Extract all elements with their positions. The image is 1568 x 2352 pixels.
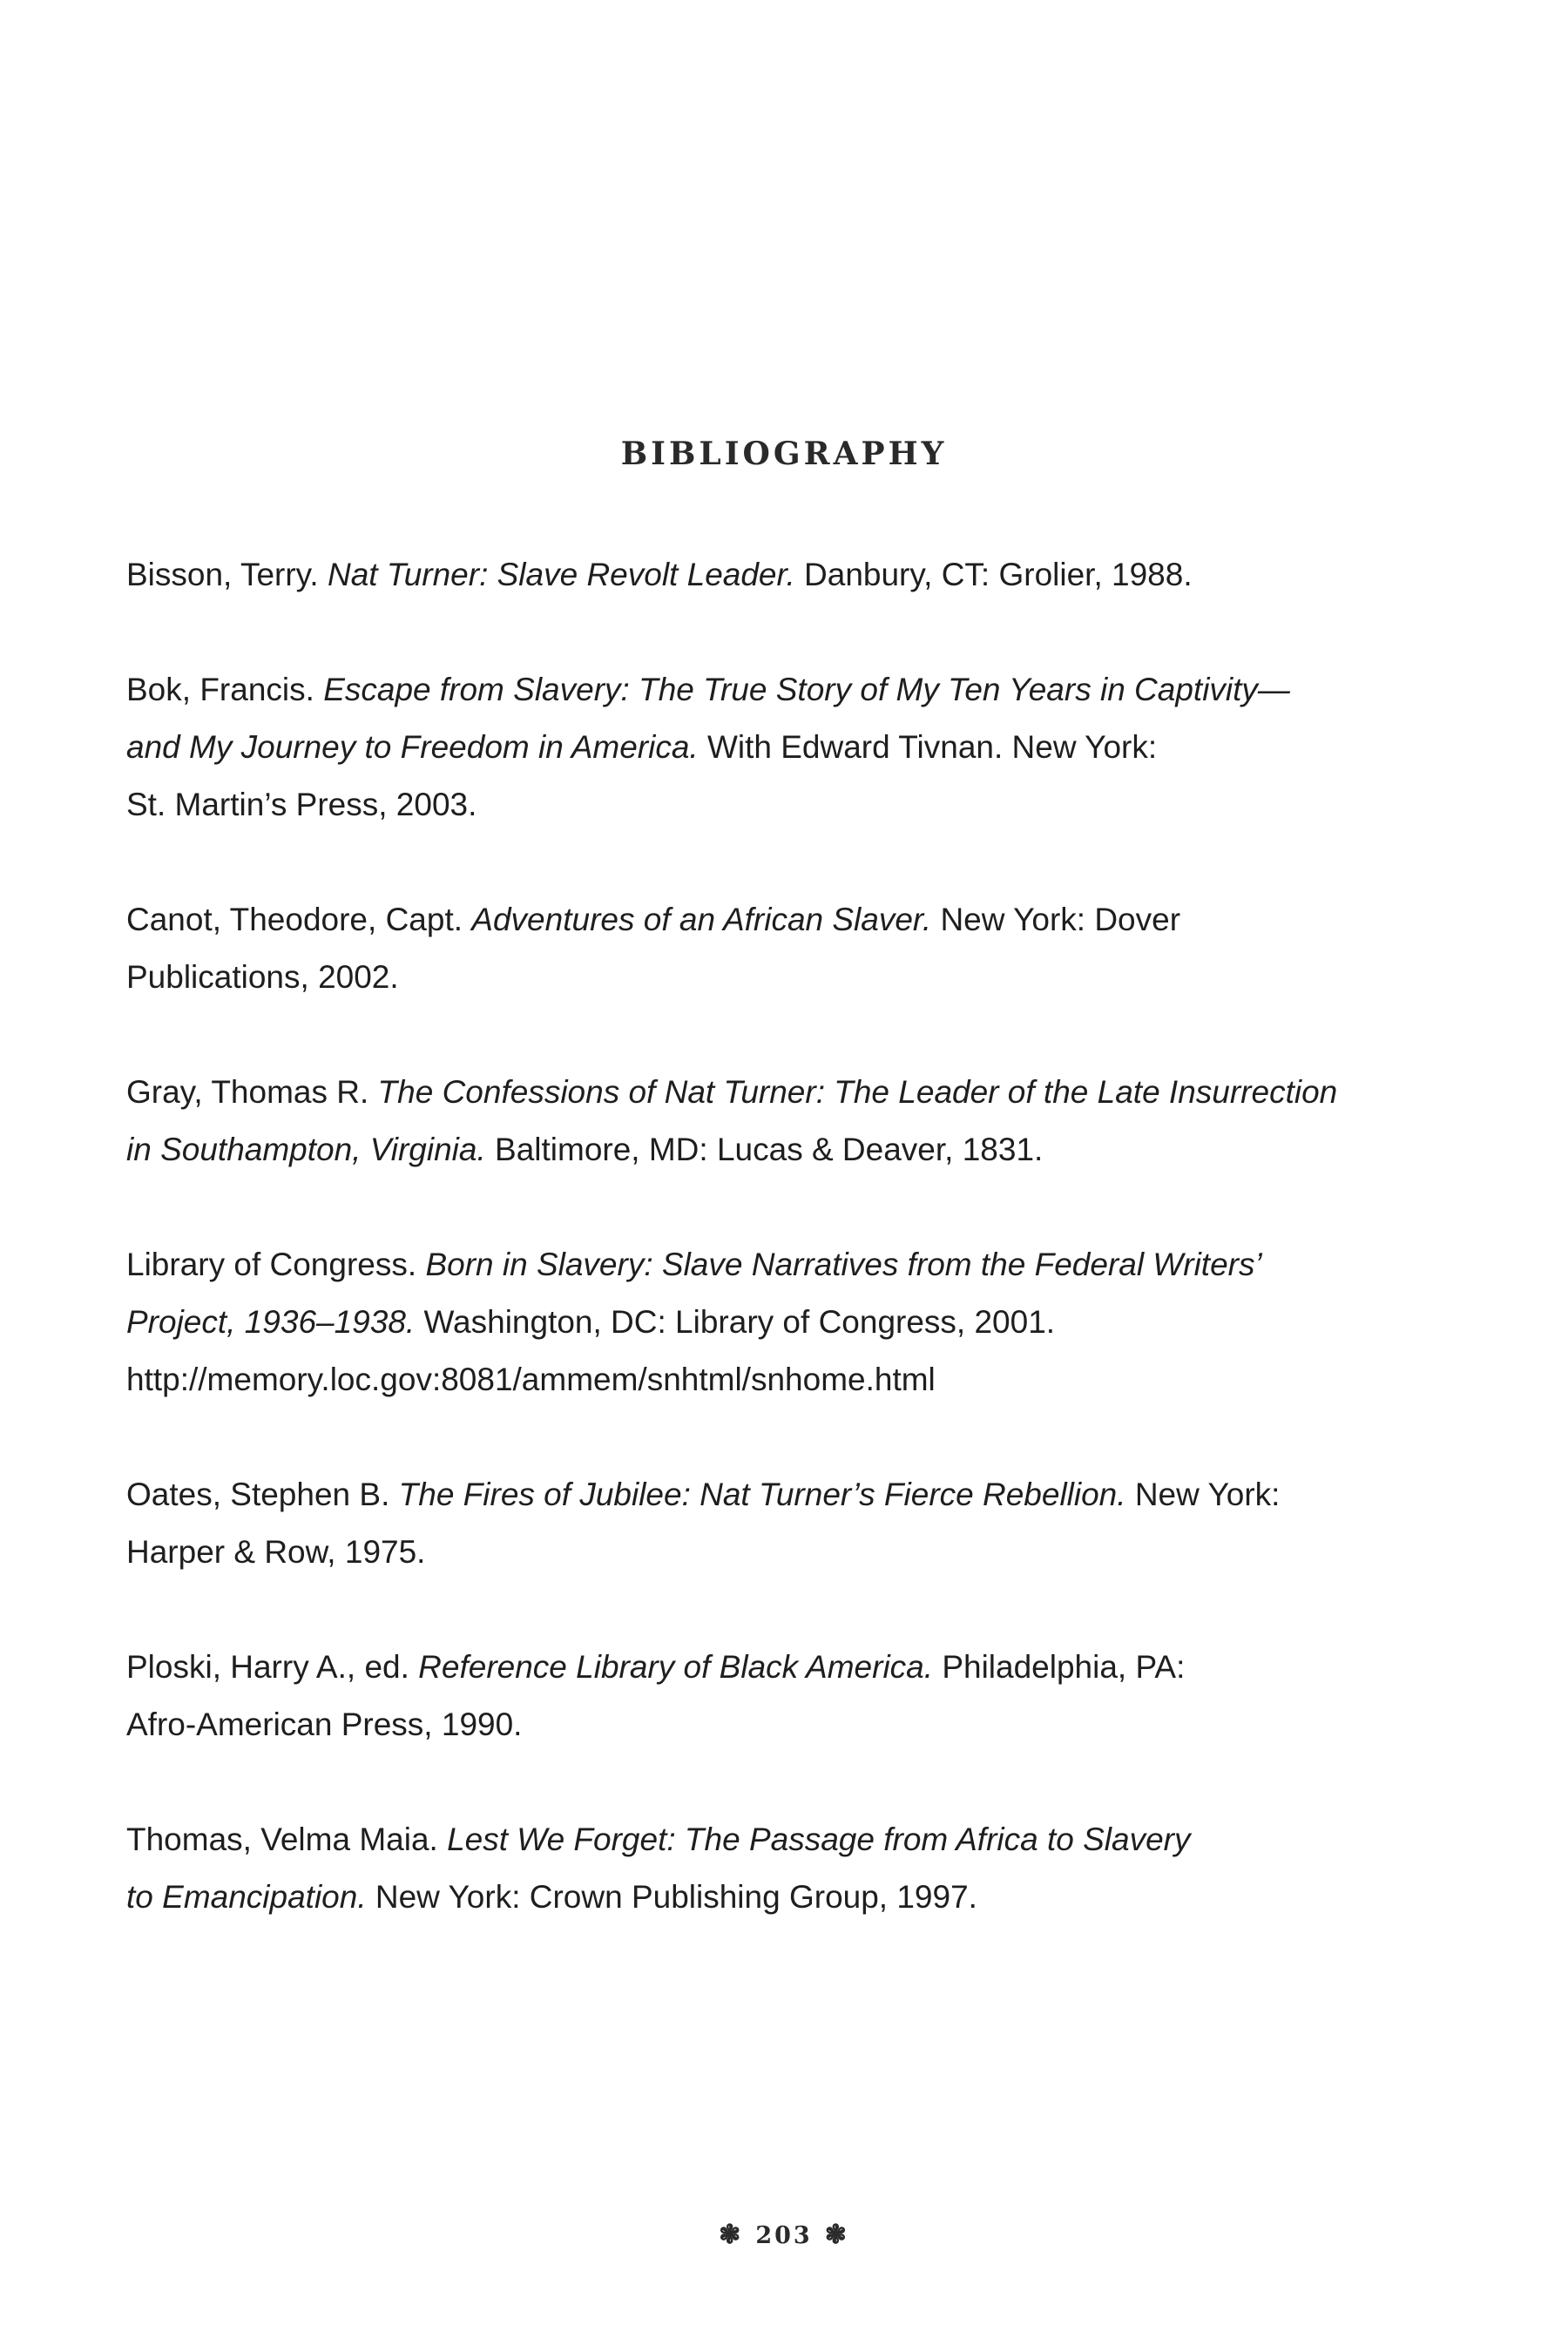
entry-text: Bisson, Terry. xyxy=(126,557,328,592)
bibliography-entry xyxy=(126,1466,1450,1581)
entry-line xyxy=(126,1351,1450,1409)
entry-text: Canot, Theodore, Capt. xyxy=(126,902,472,937)
entry-title-text: Nat Turner: Slave Revolt Leader. xyxy=(327,557,795,592)
page-heading: BIBLIOGRAPHY xyxy=(620,436,948,472)
entry-title-text: Adventures of an African Slaver. xyxy=(471,902,932,937)
bibliography-entry xyxy=(126,1639,1450,1754)
entry-title-text: The Confessions of Nat Turner: The Leader of the Late Insurrection xyxy=(377,1074,1338,1110)
bibliography-entry xyxy=(126,1236,1450,1409)
entry-line xyxy=(126,949,1450,1006)
entry-text: Washington, DC: Library of Congress, 2001. xyxy=(415,1304,1056,1340)
entry-line xyxy=(126,1294,1450,1351)
entry-title-text: and My Journey to Freedom in America. xyxy=(126,729,699,765)
entry-text: Baltimore, MD: Lucas & Deaver, 1831. xyxy=(485,1132,1044,1167)
entry-text: With Edward Tivnan. New York: xyxy=(698,729,1158,765)
entry-line xyxy=(126,891,1450,949)
entry-text: Philadelphia, PA: xyxy=(933,1649,1186,1685)
entry-text: New York: xyxy=(1125,1477,1281,1512)
bibliography-list xyxy=(126,546,1450,1984)
flower-ornament-icon: ❃ xyxy=(824,2220,849,2250)
bibliography-entry xyxy=(126,891,1450,1006)
entry-text: New York: Dover xyxy=(931,902,1181,937)
entry-text: Ploski, Harry A., ed. xyxy=(126,1649,419,1685)
flower-ornament-icon: ❃ xyxy=(719,2220,744,2250)
page-number: 203 xyxy=(755,2222,813,2249)
bibliography-entry xyxy=(126,1811,1450,1926)
entry-line xyxy=(126,1869,1450,1926)
entry-line xyxy=(126,1811,1450,1869)
entry-line xyxy=(126,776,1450,834)
entry-text: http://memory.loc.gov:8081/ammem/snhtml/snhome.html xyxy=(126,1362,936,1397)
entry-text: Bok, Francis. xyxy=(126,672,324,707)
entry-line xyxy=(126,1064,1450,1121)
entry-line xyxy=(126,1121,1450,1179)
entry-title-text: to Emancipation. xyxy=(126,1879,367,1915)
entry-title-text: Project, 1936–1938. xyxy=(126,1304,416,1340)
page-footer xyxy=(0,2220,1568,2250)
entry-text: Oates, Stephen B. xyxy=(126,1477,399,1512)
entry-line xyxy=(126,1466,1450,1524)
entry-text: Gray, Thomas R. xyxy=(126,1074,378,1110)
entry-line xyxy=(126,1639,1450,1696)
bibliography-entry xyxy=(126,1064,1450,1179)
entry-text: Publications, 2002. xyxy=(126,959,399,995)
entry-text: Library of Congress. xyxy=(126,1247,426,1282)
entry-title-text: Escape from Slavery: The True Story of My Ten Years in Captivity— xyxy=(323,672,1290,707)
entry-title-text: The Fires of Jubilee: Nat Turner’s Fierce Rebellion. xyxy=(398,1477,1126,1512)
entry-line xyxy=(126,1696,1450,1754)
bibliography-entry xyxy=(126,661,1450,834)
entry-text: Danbury, CT: Grolier, 1988. xyxy=(794,557,1193,592)
entry-title-text: in Southampton, Virginia. xyxy=(126,1132,486,1167)
entry-text: New York: Crown Publishing Group, 1997. xyxy=(366,1879,977,1915)
bibliography-entry xyxy=(126,546,1450,604)
entry-line xyxy=(126,661,1450,719)
entry-line xyxy=(126,1236,1450,1294)
entry-line xyxy=(126,1524,1450,1581)
entry-title-text: Reference Library of Black America. xyxy=(418,1649,934,1685)
entry-line xyxy=(126,719,1450,776)
entry-text: Harper & Row, 1975. xyxy=(126,1534,426,1570)
entry-title-text: Lest We Forget: The Passage from Africa to Slavery xyxy=(447,1821,1191,1857)
entry-text: St. Martin’s Press, 2003. xyxy=(126,787,477,822)
entry-text: Afro-American Press, 1990. xyxy=(126,1707,523,1742)
entry-title-text: Born in Slavery: Slave Narratives from the Federal Writers’ xyxy=(425,1247,1262,1282)
entry-text: Thomas, Velma Maia. xyxy=(126,1821,448,1857)
entry-line xyxy=(126,546,1450,604)
